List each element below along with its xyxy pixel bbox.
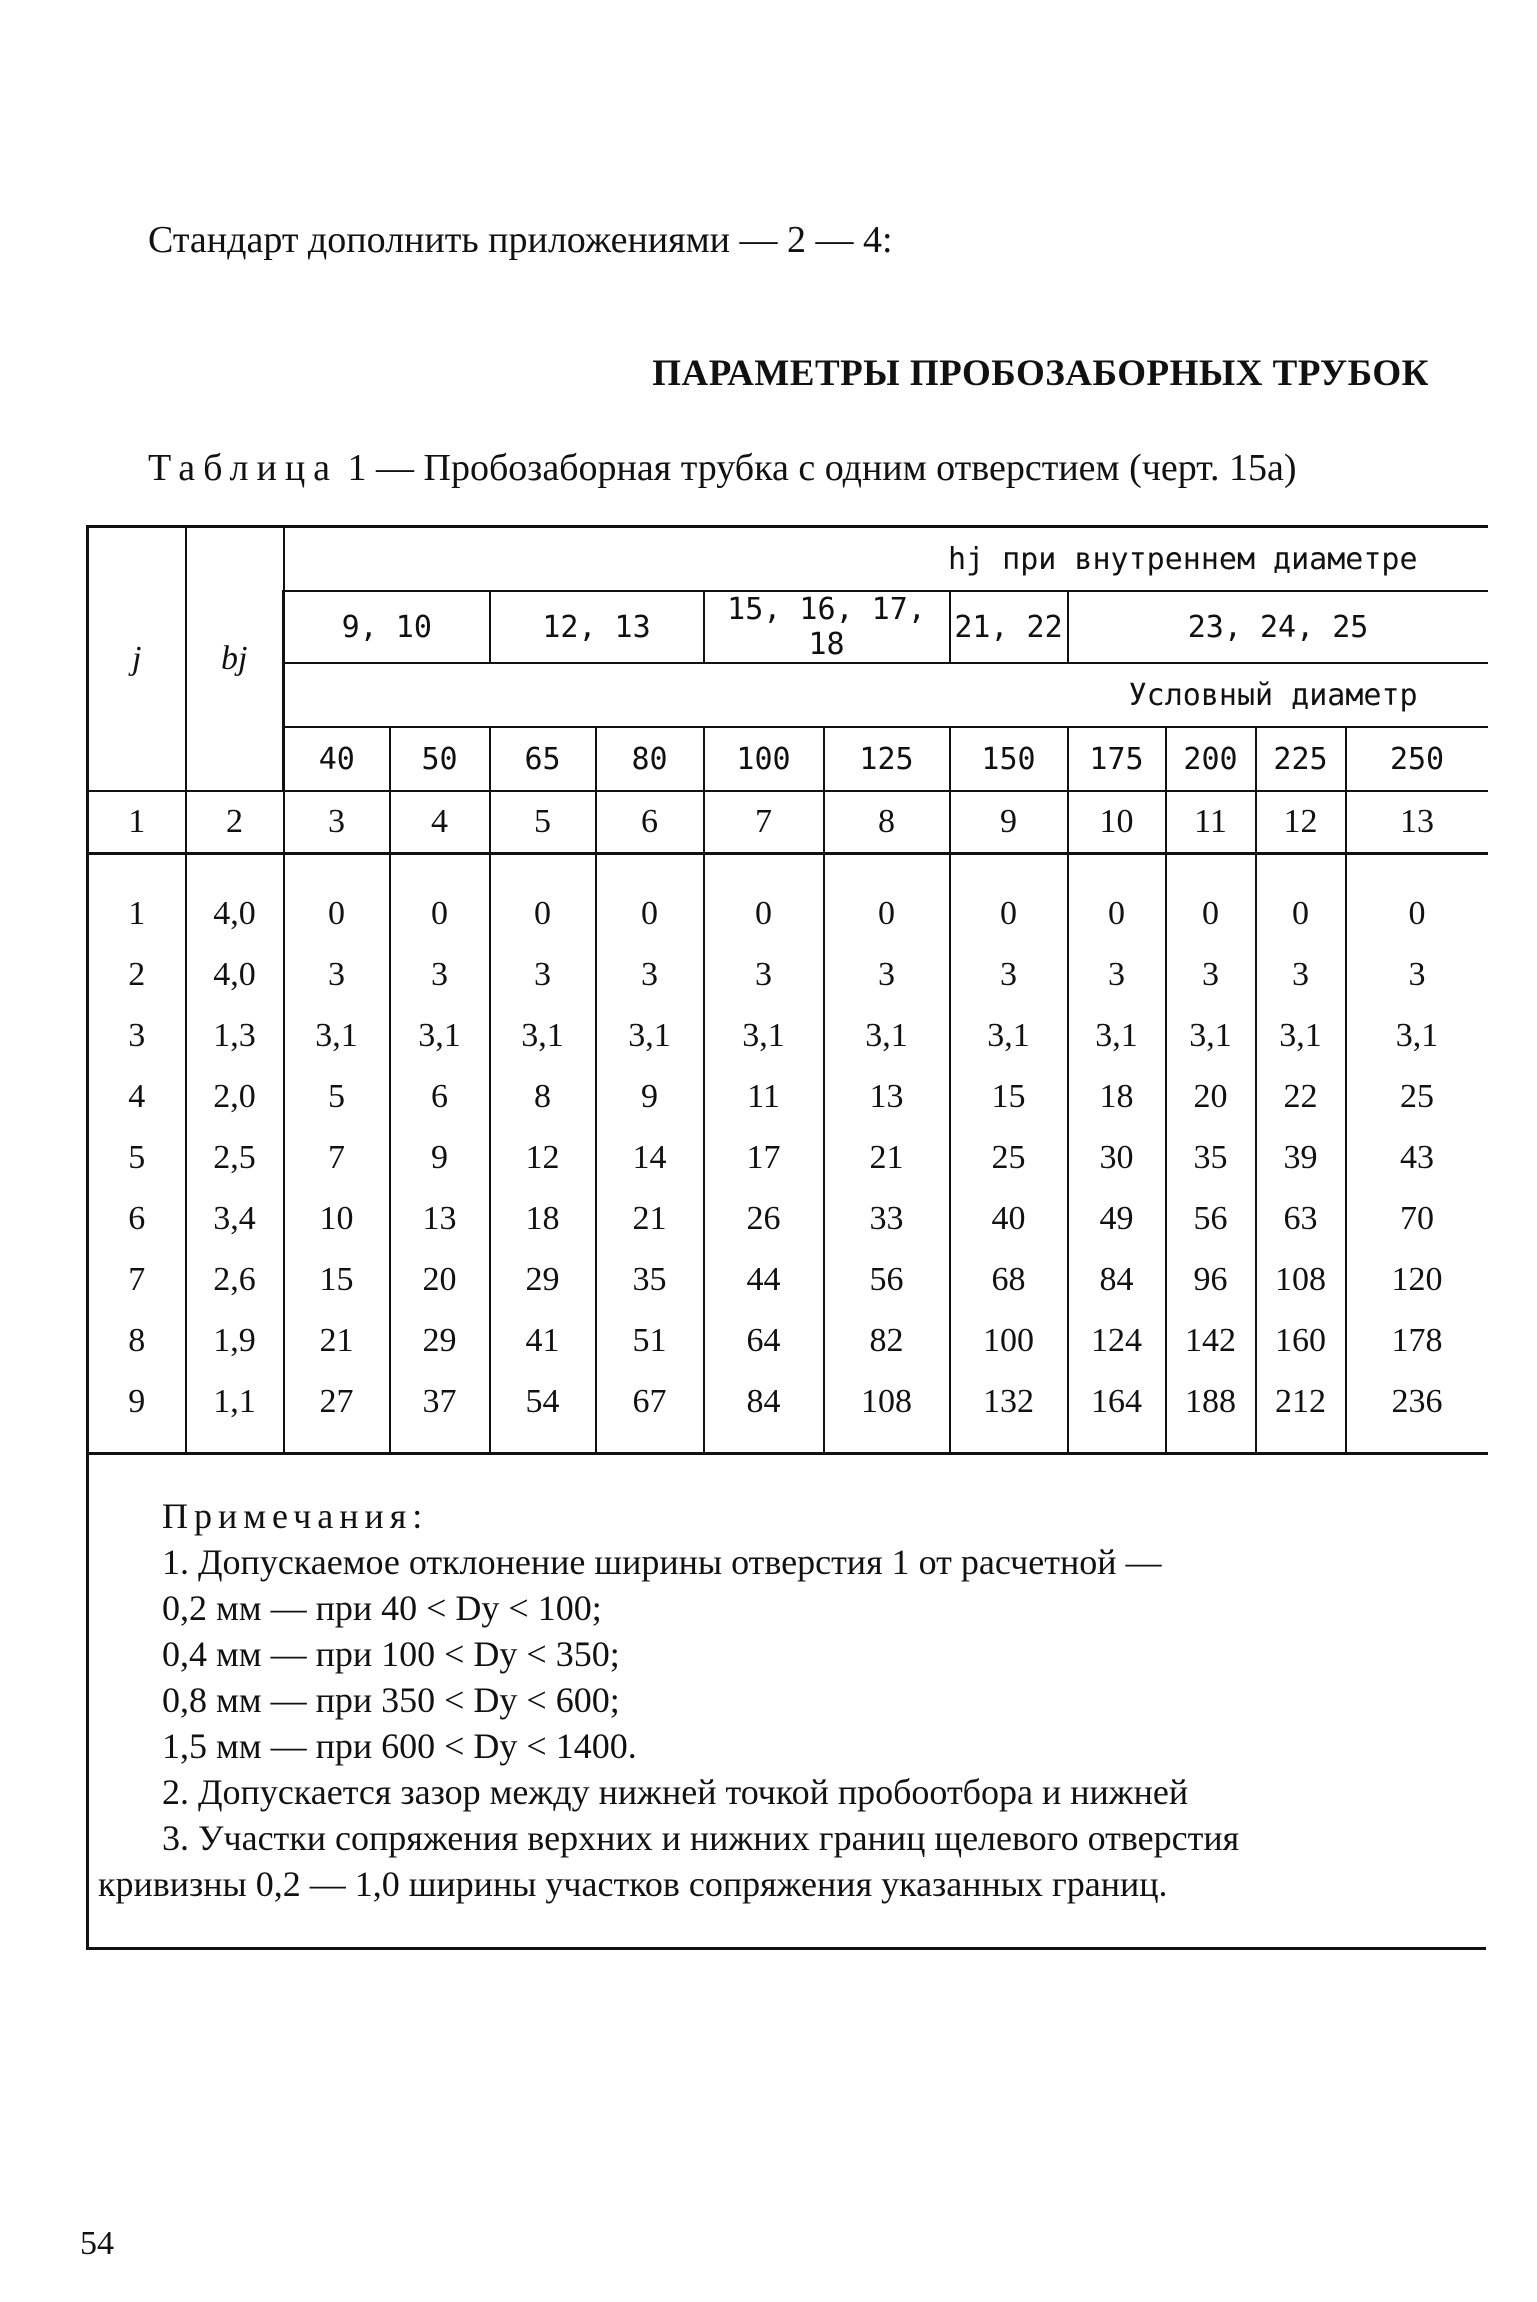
table-cell: 164 [1068,1371,1166,1454]
note-line: 3. Участки сопряжения верхних и нижних границ щелевого отверстия [162,1818,1240,1858]
caption-number: 1 [347,447,367,489]
table-cell: 100 [950,1310,1068,1371]
table-cell: 1,3 [186,1005,284,1066]
table-cell: 3 [824,944,950,1005]
table-cell: 160 [1256,1310,1346,1371]
table-cell: 11 [704,1066,824,1127]
inner-diameter-2: 12, 13 [490,591,704,663]
table-cell: 2,5 [186,1127,284,1188]
header-b: bj [186,527,284,792]
table-cell: 3,1 [704,1005,824,1066]
header-h-inner: hj при внутреннем диаметре [284,527,1488,592]
note-line: 1. Допускаемое отклонение ширины отверстия 1 от расчетной — [162,1542,1162,1582]
table-cell: 96 [1166,1249,1256,1310]
note-line: 0,8 мм — при 350 < Dy < 600; [162,1680,620,1720]
table-cell: 64 [704,1310,824,1371]
table-cell: 212 [1256,1371,1346,1454]
table-cell: 1,9 [186,1310,284,1371]
header-nominal: Условный диаметр [284,663,1488,727]
parameters-table [86,525,1488,1455]
table-cell: 0 [284,854,390,945]
table-cell: 54 [490,1371,596,1454]
table-cell: 33 [824,1188,950,1249]
nominal-cell: 100 [704,727,824,791]
nominal-row [88,727,1488,791]
note-line: 1,5 мм — при 600 < Dy < 1400. [162,1726,637,1766]
table-cell: 56 [824,1249,950,1310]
table-cell: 13 [824,1066,950,1127]
table-row [88,1310,1488,1371]
table-cell: 14 [596,1127,704,1188]
table-cell: 2,0 [186,1066,284,1127]
notes-title: Примечания: [162,1496,429,1536]
table-cell: 39 [1256,1127,1346,1188]
table-cell: 3,1 [1166,1005,1256,1066]
table-cell: 3,1 [596,1005,704,1066]
table-row [88,1127,1488,1188]
table-cell: 21 [284,1310,390,1371]
table-cell: 40 [950,1188,1068,1249]
table-cell: 6 [390,1066,490,1127]
note-line: 0,4 мм — при 100 < Dy < 350; [162,1634,620,1674]
inner-diameter-4: 21, 22 [950,591,1068,663]
table-cell: 120 [1346,1249,1488,1310]
table-cell: 4,0 [186,944,284,1005]
table-cell: 108 [1256,1249,1346,1310]
table-cell: 2 [88,944,186,1005]
table-cell: 37 [390,1371,490,1454]
table-cell: 3,1 [284,1005,390,1066]
table-cell: 3 [88,1005,186,1066]
table-cell: 3 [390,944,490,1005]
table-row [88,1005,1488,1066]
table-cell: 236 [1346,1371,1488,1454]
table-cell: 6 [88,1188,186,1249]
table-cell: 3 [490,944,596,1005]
table-cell: 68 [950,1249,1068,1310]
table-cell: 7 [284,1127,390,1188]
table-cell: 9 [390,1127,490,1188]
table-cell: 22 [1256,1066,1346,1127]
table-cell: 10 [284,1188,390,1249]
page-number: 54 [80,2225,114,2262]
column-number-cell: 4 [390,791,490,854]
table-cell: 3,1 [490,1005,596,1066]
table-cell: 3 [1068,944,1166,1005]
table-cell: 27 [284,1371,390,1454]
table-cell: 51 [596,1310,704,1371]
column-number-cell: 3 [284,791,390,854]
caption-text: — Пробозаборная трубка с одним отверстием (черт. 15а) [376,447,1297,489]
notes-block [98,1493,1478,1907]
table-cell: 3,1 [1068,1005,1166,1066]
table-cell: 0 [1068,854,1166,945]
table-cell: 3,1 [824,1005,950,1066]
table-cell: 12 [490,1127,596,1188]
table-cell: 84 [1068,1249,1166,1310]
nominal-cell: 250 [1346,727,1488,791]
table-cell: 0 [950,854,1068,945]
table-cell: 0 [824,854,950,945]
table-cell: 82 [824,1310,950,1371]
note-line: 2. Допускается зазор между нижней точкой пробоотбора и нижней [162,1772,1189,1812]
table-row [88,1249,1488,1310]
nominal-cell: 80 [596,727,704,791]
table-cell: 17 [704,1127,824,1188]
column-number-cell: 7 [704,791,824,854]
section-heading: ПАРАМЕТРЫ ПРОБОЗАБОРНЫХ ТРУБОК [652,353,1429,394]
intro-text: Стандарт дополнить приложениями — 2 — 4: [148,219,893,261]
column-number-cell: 11 [1166,791,1256,854]
table-cell: 18 [1068,1066,1166,1127]
table-cell: 1 [88,854,186,945]
note-line: кривизны 0,2 — 1,0 ширины участков сопряжения указанных границ. [98,1864,1168,1904]
table-cell: 9 [596,1066,704,1127]
table-cell: 44 [704,1249,824,1310]
table-cell: 7 [88,1249,186,1310]
column-number-cell: 13 [1346,791,1488,854]
table-cell: 70 [1346,1188,1488,1249]
nominal-cell: 50 [390,727,490,791]
table-cell: 21 [596,1188,704,1249]
table-cell: 3 [950,944,1068,1005]
table-cell: 4 [88,1066,186,1127]
table-cell: 3 [596,944,704,1005]
column-number-cell: 8 [824,791,950,854]
note-line: 0,2 мм — при 40 < Dy < 100; [162,1588,602,1628]
table-cell: 43 [1346,1127,1488,1188]
column-number-cell: 1 [88,791,186,854]
table-cell: 18 [490,1188,596,1249]
table-cell: 132 [950,1371,1068,1454]
inner-diameter-3: 15, 16, 17, 18 [704,591,950,663]
nominal-cell: 225 [1256,727,1346,791]
nominal-cell: 125 [824,727,950,791]
nominal-cell: 65 [490,727,596,791]
table-row [88,854,1488,945]
table-cell: 67 [596,1371,704,1454]
table-row [88,1371,1488,1454]
table-cell: 15 [284,1249,390,1310]
table-cell: 25 [950,1127,1068,1188]
table-cell: 108 [824,1371,950,1454]
table-cell: 0 [1346,854,1488,945]
table-cell: 20 [1166,1066,1256,1127]
table-cell: 0 [1256,854,1346,945]
table-cell: 1,1 [186,1371,284,1454]
column-number-cell: 10 [1068,791,1166,854]
table-cell: 2,6 [186,1249,284,1310]
table-cell: 3 [1346,944,1488,1005]
table-cell: 0 [390,854,490,945]
table-cell: 29 [390,1310,490,1371]
table-cell: 3 [704,944,824,1005]
caption-prefix: Таблица [148,447,339,489]
table-cell: 20 [390,1249,490,1310]
table-body [88,854,1488,1454]
table-cell: 3,4 [186,1188,284,1249]
table-cell: 9 [88,1371,186,1454]
nominal-cell: 200 [1166,727,1256,791]
column-number-row [88,791,1488,854]
nominal-cell: 150 [950,727,1068,791]
table-cell: 21 [824,1127,950,1188]
table-cell: 84 [704,1371,824,1454]
table-cell: 0 [490,854,596,945]
table-cell: 3 [284,944,390,1005]
column-number-cell: 12 [1256,791,1346,854]
table-cell: 142 [1166,1310,1256,1371]
table-cell: 4,0 [186,854,284,945]
table-cell: 188 [1166,1371,1256,1454]
inner-diameter-5: 23, 24, 25 [1068,591,1488,663]
table-caption [148,446,1297,490]
table-cell: 3,1 [950,1005,1068,1066]
table-cell: 3,1 [1346,1005,1488,1066]
table-cell: 29 [490,1249,596,1310]
table-cell: 8 [490,1066,596,1127]
table-cell: 56 [1166,1188,1256,1249]
table-row [88,1188,1488,1249]
table-cell: 63 [1256,1188,1346,1249]
table-cell: 35 [596,1249,704,1310]
table-cell: 30 [1068,1127,1166,1188]
table-cell: 5 [88,1127,186,1188]
table-row [88,1066,1488,1127]
table-cell: 8 [88,1310,186,1371]
table-cell: 0 [1166,854,1256,945]
nominal-cell: 40 [284,727,390,791]
table-cell: 5 [284,1066,390,1127]
inner-diameter-1: 9, 10 [284,591,490,663]
table-cell: 15 [950,1066,1068,1127]
header-j: j [88,527,186,792]
table-cell: 3 [1166,944,1256,1005]
column-number-cell: 9 [950,791,1068,854]
table-cell: 26 [704,1188,824,1249]
table-cell: 13 [390,1188,490,1249]
table-row [88,944,1488,1005]
nominal-cell: 175 [1068,727,1166,791]
table-cell: 35 [1166,1127,1256,1188]
table-cell: 49 [1068,1188,1166,1249]
table-cell: 3,1 [390,1005,490,1066]
table-cell: 3 [1256,944,1346,1005]
table-cell: 3,1 [1256,1005,1346,1066]
column-number-cell: 5 [490,791,596,854]
column-number-cell: 2 [186,791,284,854]
column-number-cell: 6 [596,791,704,854]
table-cell: 0 [596,854,704,945]
table-cell: 25 [1346,1066,1488,1127]
table-cell: 41 [490,1310,596,1371]
table-cell: 124 [1068,1310,1166,1371]
table-cell: 178 [1346,1310,1488,1371]
table-cell: 0 [704,854,824,945]
